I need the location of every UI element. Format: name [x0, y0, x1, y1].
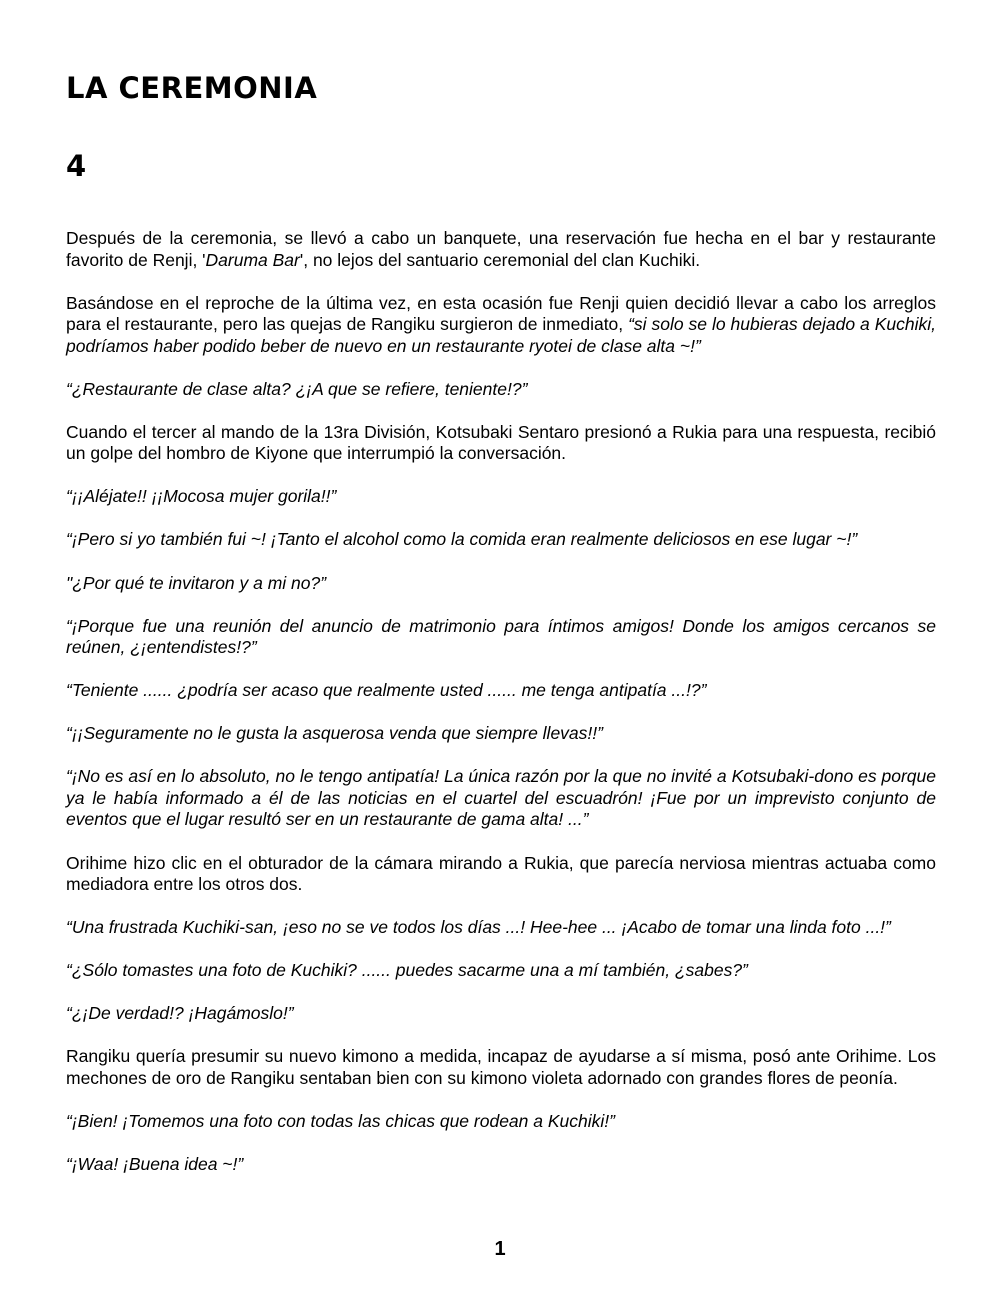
paragraph: [66, 680, 936, 702]
paragraph-text: “¿Sólo tomastes una foto de Kuchiki? ...... puedes sacarme una a mí también, ¿sabes?”: [66, 960, 748, 981]
paragraph-text: Cuando el tercer al mando de la 13ra División, Kotsubaki Sentaro presionó a Rukia para una respuesta, recibió un golpe del hombro de Kiyone que interrumpió la conversación.: [66, 421, 936, 464]
paragraph: [66, 228, 936, 271]
document-page: [66, 66, 936, 1197]
paragraph-text: Después de la ceremonia, se llevó a cabo un banquete, una reservación fue hecha en el bar y restaurante favorito de Renji, ': [66, 228, 936, 270]
paragraph: [66, 1046, 936, 1089]
paragraph: [66, 486, 936, 508]
paragraph: [66, 293, 936, 358]
paragraph: [66, 616, 936, 659]
paragraph-text: “si solo se lo hubieras dejado a Kuchiki, podríamos haber podido beber de nuevo en un restaurante ryotei de clase alta ~!”: [66, 314, 936, 356]
paragraph-text: “¡No es así en lo absoluto, no le tengo antipatía! La única razón por la que no invité a Kotsubaki-dono es porque ya le había informado a él de las noticias en el cuartel del escuadrón! ¡Fue por un imprevisto conjunto de eventos que el lugar resultó ser en un restaurante de gama alta! ...”: [66, 766, 936, 830]
paragraph-text: Rangiku quería presumir su nuevo kimono a medida, incapaz de ayudarse a sí misma, posó ante Orihime. Los mechones de oro de Rangiku sentaban bien con su kimono violeta adornado con grandes flores de peonía.: [66, 1046, 936, 1088]
paragraph-text: “¡¡Seguramente no le gusta la asquerosa venda que siempre llevas!!”: [66, 723, 603, 744]
paragraph-text: “¿Restaurante de clase alta? ¿¡A que se refiere, teniente!?”: [66, 378, 528, 399]
page-number: 1: [494, 1238, 506, 1260]
paragraph-text: “¡Porque fue una reunión del anuncio de matrimonio para íntimos amigos! Donde los amigos cercanos se reúnen, ¿¡entendistes!?”: [66, 615, 936, 658]
document-body: [66, 228, 936, 1176]
paragraph-text: “¡Pero si yo también fui ~! ¡Tanto el alcohol como la comida eran realmente deliciosos en ese lugar ~!”: [66, 529, 858, 550]
paragraph: [66, 723, 936, 745]
paragraph: [66, 1154, 936, 1176]
paragraph-text: “Teniente ...... ¿podría ser acaso que realmente usted ...... me tenga antipatía ...!?”: [66, 680, 707, 701]
paragraph-text: "¿Por qué te invitaron y a mi no?”: [66, 572, 327, 593]
paragraph-text: “¡Bien! ¡Tomemos una foto con todas las chicas que rodean a Kuchiki!”: [66, 1111, 615, 1131]
paragraph-text: “¡Waa! ¡Buena idea ~!”: [66, 1154, 244, 1175]
document-title: LA CEREMONIA: [66, 71, 318, 105]
paragraph-text: “¡¡Aléjate!! ¡¡Mocosa mujer gorila!!”: [66, 486, 337, 507]
paragraph: [66, 1003, 936, 1025]
paragraph: [66, 853, 936, 896]
paragraph: [66, 917, 936, 939]
paragraph: [66, 529, 936, 551]
paragraph-text: “Una frustrada Kuchiki-san, ¡eso no se ve todos los días ...! Hee-hee ... ¡Acabo de tomar una linda foto ...!”: [66, 917, 891, 938]
paragraph-text: Daruma Bar: [205, 249, 300, 270]
paragraph: [66, 960, 936, 982]
paragraph-text: Orihime hizo clic en el obturador de la cámara mirando a Rukia, que parecía nerviosa mientras actuaba como mediadora entre los otros dos.: [66, 852, 936, 895]
paragraph-text: Basándose en el reproche de la última vez, en esta ocasión fue Renji quien decidió llevar a cabo los arreglos para el restaurante, pero las quejas de Rangiku surgieron de inmediato,: [66, 292, 936, 335]
paragraph: [66, 573, 936, 595]
paragraph-text: “¿¡De verdad!? ¡Hagámoslo!”: [66, 1003, 294, 1024]
paragraph: [66, 379, 936, 401]
paragraph: [66, 422, 936, 465]
paragraph: [66, 1111, 936, 1133]
paragraph-text: ', no lejos del santuario ceremonial del clan Kuchiki.: [299, 249, 701, 270]
chapter-number: 4: [66, 149, 87, 183]
paragraph: [66, 766, 936, 831]
